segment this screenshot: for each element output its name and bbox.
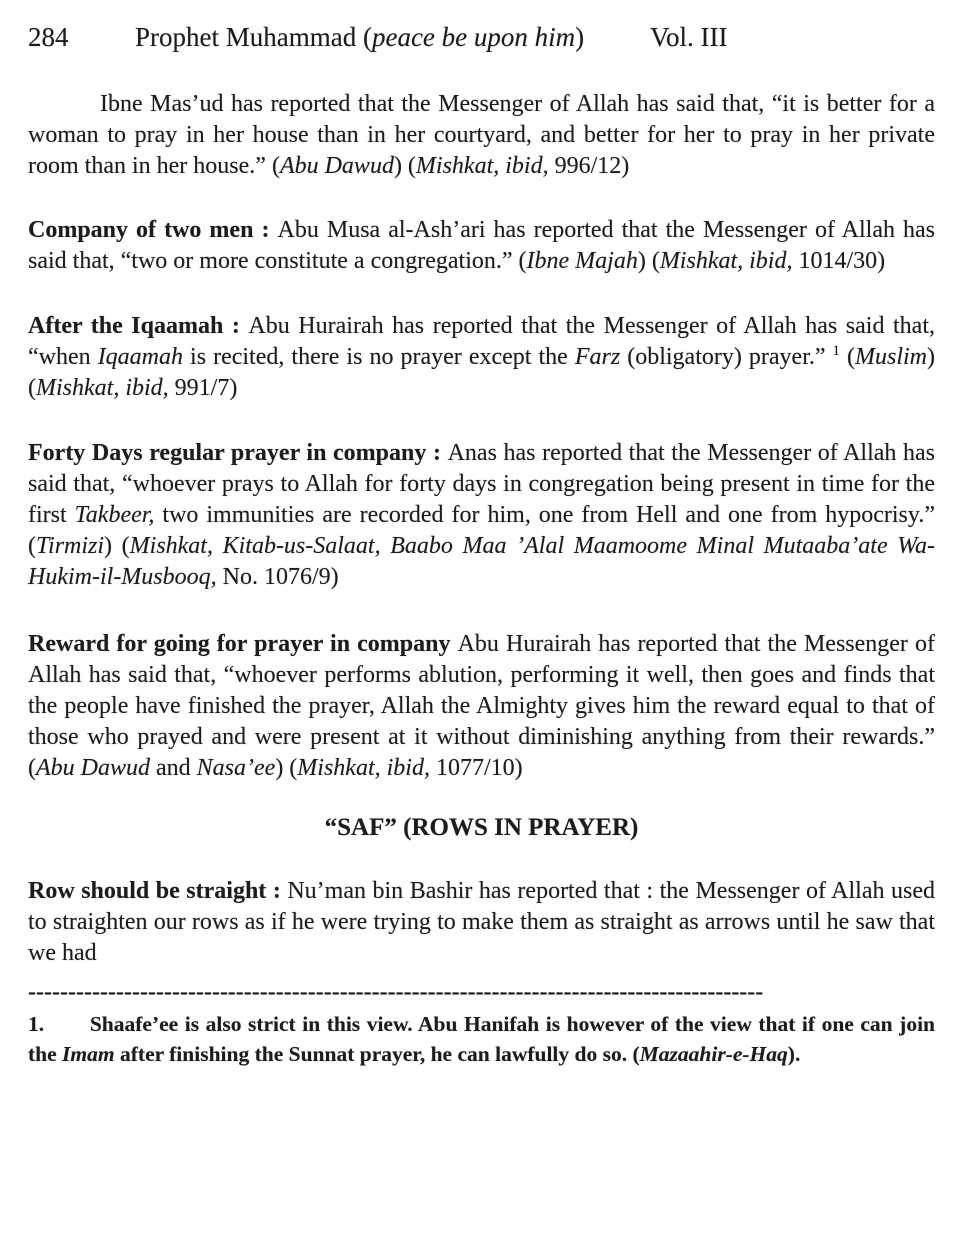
running-title: Prophet Muhammad (peace be upon him) (135, 22, 585, 52)
paragraph-company-of-two-men: Company of two men : Abu Musa al-Ash’ari has reported that the Messenger of Allah has said that, “two or more constitute a congregation.” (Ibne Majah) (Mishkat, ibid, 1014/30) (28, 217, 935, 274)
paragraph-woman-prayer: Ibne Mas’ud has reported that the Messenger of Allah has said that, “it is better for a woman to pray in her house than in her courtyard, and better for her to pray in her private room than in her house.” (Abu Dawud) (Mishkat, ibid, 996/12) (28, 91, 935, 179)
volume-label: Vol. III (650, 22, 728, 52)
footnote-separator: -------------------------------------------------------------------------------------------- (28, 983, 764, 1001)
paragraph-forty-days-prayer: Forty Days regular prayer in company : Anas has reported that the Messenger of Allah has said that, “whoever prays to Allah for forty days in congregation being present in time for the first Takbeer, two immunities are recorded for him, one from Hell and one from hypocrisy.” (Tirmizi) (Mishkat, Kitab-us-Salaat, Baabo Maa ’Alal Maamoome Minal Mutaaba’ate Wa- Hukim-il-Musbooq, No. 1076/9) (28, 440, 935, 590)
page-number: 284 (28, 22, 69, 52)
paragraph-after-the-iqaamah: After the Iqaamah : Abu Hurairah has reported that the Messenger of Allah has said that, “when Iqaamah is recited, there is no prayer except the Farz (obligatory) prayer.” $^1$ (Muslim) (Mishkat, ibid, 991/7) (28, 313, 936, 401)
running-header (28, 22, 935, 54)
footnote-1: 1. Shaafe’ee is also strict in this view. Abu Hanifah is however of the view that if one can join the Imam after finishing the Sunnat prayer, he can lawfully do so. (Mazaahir-e-Haq). (28, 1012, 935, 1066)
paragraph-reward-for-going: Reward for going for prayer in company Abu Hurairah has reported that the Messenger of Allah has said that, “whoever performs ablution, performing it well, then goes and finds that the people have finished the prayer, Allah the Almighty gives him the reward equal to that of those who prayed and were present at it without diminishing anything from their rewards.” (Abu Dawud and Nasa’ee) (Mishkat, ibid, 1077/10) (28, 631, 936, 781)
paragraph-row-should-be-straight: Row should be straight : Nu’man bin Bashir has reported that : the Messenger of Allah used to straighten our rows as if he were trying to make them as straight as arrows until he saw that we had (28, 878, 935, 966)
section-heading-saf-rows-in-prayer: “SAF” (ROWS IN PRAYER) (324, 814, 639, 841)
